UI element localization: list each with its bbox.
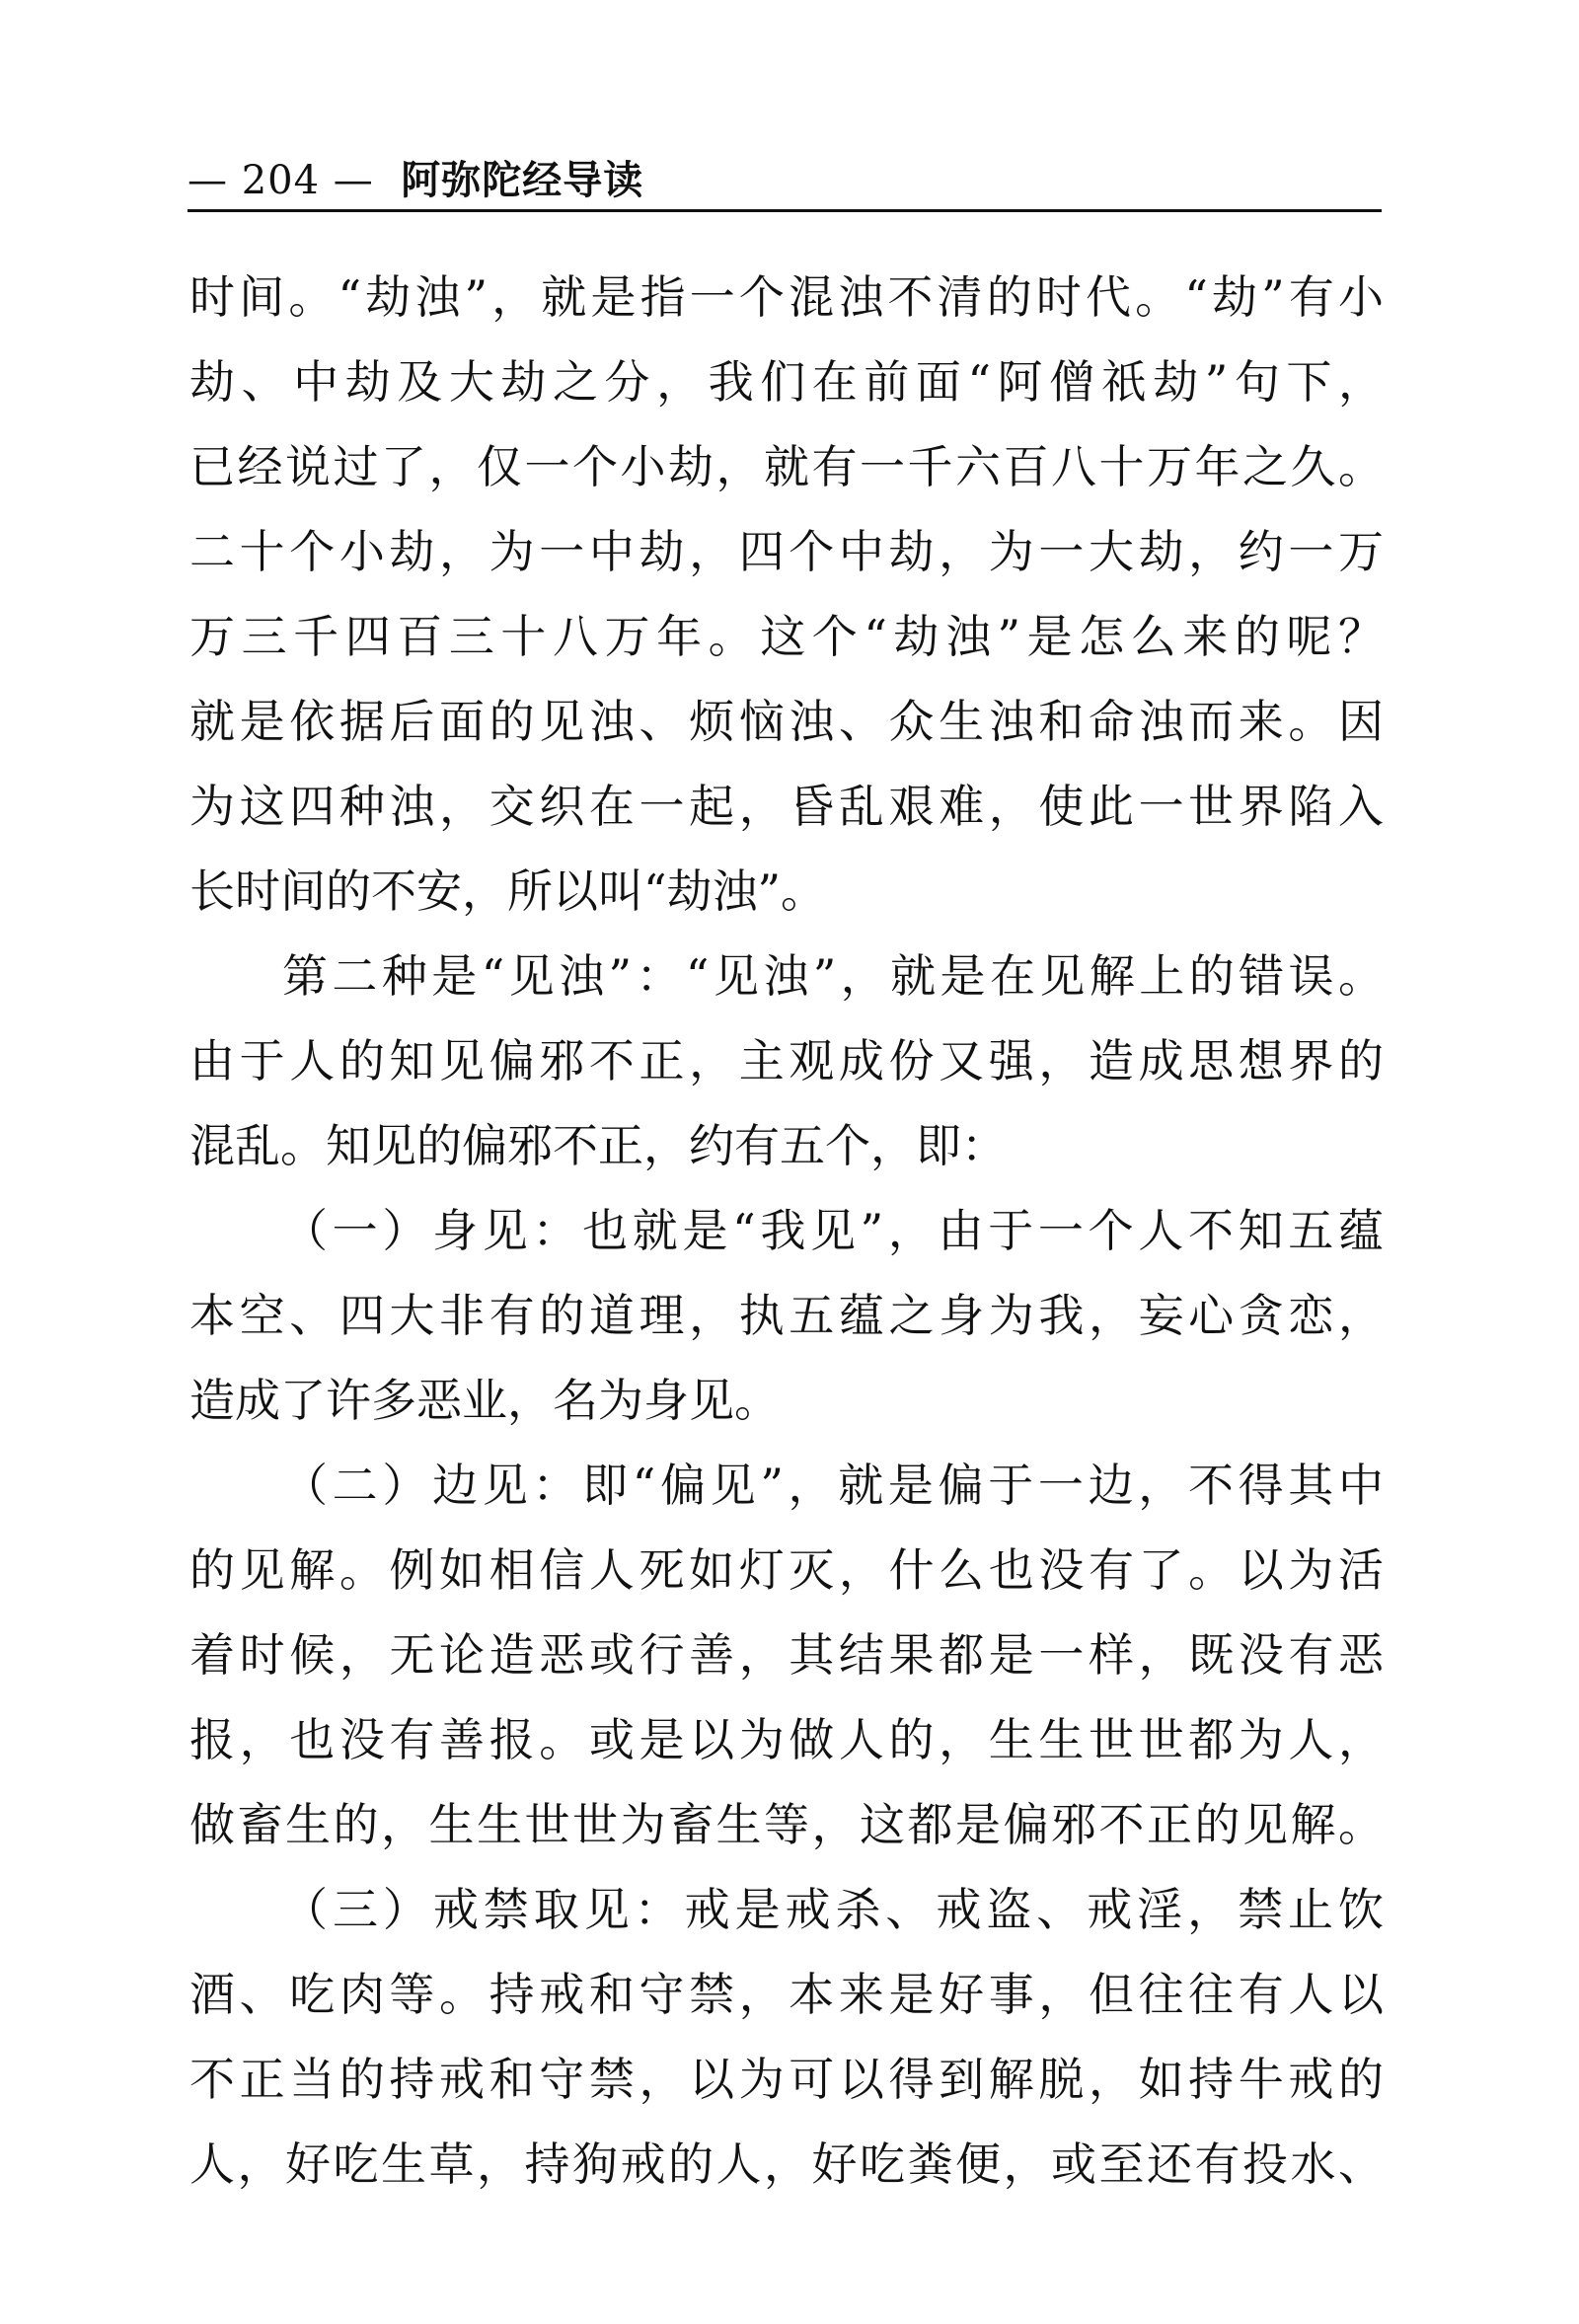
text-line: 造成了许多恶业，名为身见。 [189, 1374, 780, 1427]
text-line: （二）边见：即“偏见”，就是偏于一边，不得其中 [282, 1459, 1384, 1512]
text-line: （一）身见：也就是“我见”，由于一个人不知五蕴 [282, 1204, 1384, 1257]
text-line: 混乱。知见的偏邪不正，约有五个，即： [189, 1119, 1007, 1172]
header-text [188, 156, 643, 205]
text-line: 着时候，无论造恶或行善，其结果都是一样，既没有恶 [189, 1628, 1384, 1682]
page-header [188, 156, 1382, 215]
text-line: 的见解。例如相信人死如灯灭，什么也没有了。以为活 [189, 1543, 1384, 1597]
text-line: 为这四种浊，交织在一起，昏乱艰难，使此一世界陷入 [189, 780, 1384, 833]
text-line: 第二种是“见浊”：“见浊”，就是在见解上的错误。 [282, 949, 1384, 1003]
text-line: 由于人的知见偏邪不正，主观成份又强，造成思想界的 [189, 1034, 1384, 1087]
text-line: 不正当的持戒和守禁，以为可以得到解脱，如持牛戒的 [189, 2053, 1384, 2106]
text-line: （三）戒禁取见：戒是戒杀、戒盗、戒淫，禁止饮 [282, 1883, 1384, 1936]
text-line: 报，也没有善报。或是以为做人的，生生世世都为人， [189, 1713, 1384, 1766]
text-line: 已经说过了，仅一个小劫，就有一千六百八十万年之久。 [189, 440, 1384, 493]
page-number: — 204 — [188, 158, 374, 203]
header-rule [188, 209, 1382, 212]
text-line: 劫、中劫及大劫之分，我们在前面“阿僧祇劫”句下， [189, 355, 1384, 409]
text-line: 本空、四大非有的道理，执五蕴之身为我，妄心贪恋， [189, 1289, 1384, 1342]
text-line: 时间。“劫浊”，就是指一个混浊不清的时代。“劫”有小 [189, 270, 1384, 324]
running-title: 阿弥陀经导读 [401, 158, 644, 203]
text-line: 长时间的不安，所以叫“劫浊”。 [189, 864, 827, 918]
text-line: 就是依据后面的见浊、烦恼浊、众生浊和命浊而来。因 [189, 695, 1384, 748]
text-line: 万三千四百三十八万年。这个“劫浊”是怎么来的呢？ [189, 610, 1384, 663]
text-line: 人，好吃生草，持狗戒的人，好吃粪便，或至还有投水、 [189, 2137, 1384, 2191]
text-line: 酒、吃肉等。持戒和守禁，本来是好事，但往往有人以 [189, 1968, 1384, 2021]
text-line: 做畜生的，生生世世为畜生等，这都是偏邪不正的见解。 [189, 1798, 1384, 1851]
text-line: 二十个小劫，为一中劫，四个中劫，为一大劫，约一万 [189, 525, 1384, 578]
body-text [189, 255, 1384, 2207]
